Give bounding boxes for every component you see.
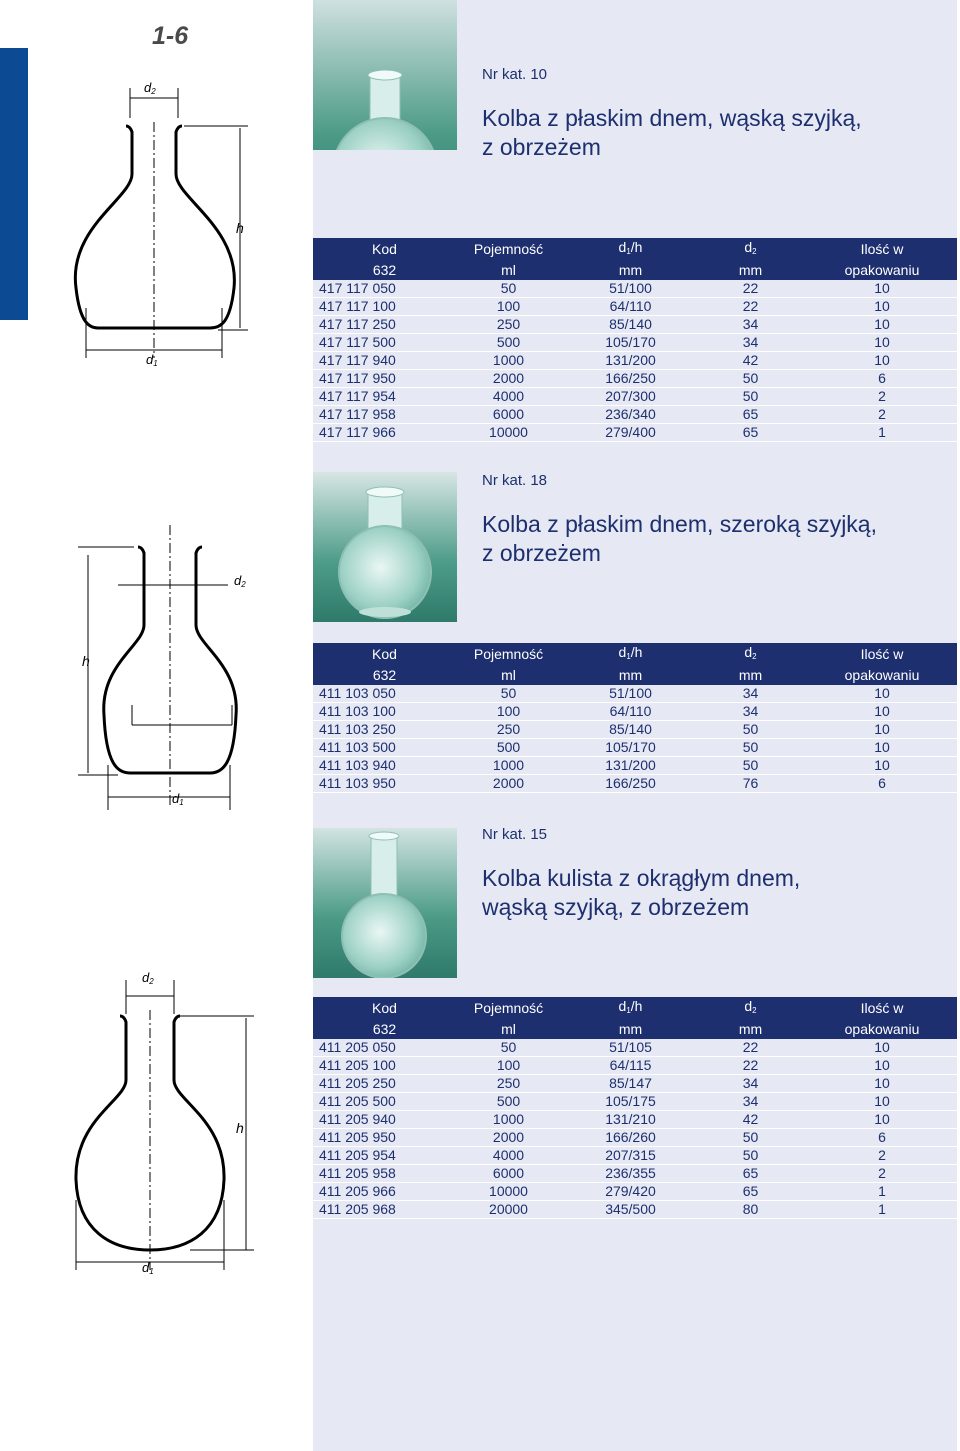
cell-d2: 50 (694, 739, 807, 757)
spec-table (313, 238, 957, 442)
hdr-text: d (744, 239, 753, 255)
cell-qty: 10 (807, 298, 957, 316)
cell-qty: 10 (807, 352, 957, 370)
label-d2 (234, 573, 246, 589)
cell-volume: 100 (450, 703, 567, 721)
table-row (313, 424, 957, 442)
cell-qty: 6 (807, 370, 957, 388)
product-title-line: z obrzeżem (482, 134, 601, 160)
table-row (313, 1039, 957, 1057)
product-title-line: Kolba z płaskim dnem, szeroką szyjką, (482, 511, 877, 537)
label-sub: 1 (153, 359, 158, 368)
cell-d2: 22 (694, 298, 807, 316)
table-row (313, 1165, 957, 1183)
col-volume-unit: ml (450, 666, 567, 685)
hdr-sub: 2 (752, 1006, 757, 1015)
table-header-row (313, 643, 957, 666)
table-row (313, 280, 957, 298)
cell-d1h: 51/105 (567, 1039, 694, 1057)
cell-volume: 500 (450, 739, 567, 757)
col-d2 (694, 997, 807, 1020)
cell-code: 411 103 500 (313, 739, 450, 757)
col-volume: Pojemność (450, 643, 567, 666)
cell-code: 417 117 500 (313, 334, 450, 352)
cell-d1h: 64/115 (567, 1057, 694, 1075)
table-row (313, 352, 957, 370)
cell-d1h: 345/500 (567, 1201, 694, 1219)
col-d1h (567, 238, 694, 261)
label-text: d (234, 573, 242, 588)
flask-photo-flat-narrow (313, 0, 457, 150)
cell-d2: 65 (694, 1183, 807, 1201)
product-title-line: Kolba z płaskim dnem, wąską szyjką, (482, 105, 862, 131)
table-row (313, 775, 957, 793)
cell-d2: 42 (694, 1111, 807, 1129)
table-row (313, 1075, 957, 1093)
cell-d1h: 131/200 (567, 757, 694, 775)
cell-d2: 34 (694, 685, 807, 703)
col-d2-unit: mm (694, 1020, 807, 1039)
table-header-row (313, 261, 957, 280)
cell-volume: 2000 (450, 775, 567, 793)
cell-d2: 65 (694, 406, 807, 424)
label-sub: 1 (149, 1267, 154, 1276)
cell-d1h: 166/260 (567, 1129, 694, 1147)
cell-volume: 10000 (450, 424, 567, 442)
cell-qty: 10 (807, 703, 957, 721)
cell-volume: 250 (450, 1075, 567, 1093)
col-code-sub: 632 (313, 1020, 450, 1039)
table-row (313, 757, 957, 775)
label-d1 (146, 352, 158, 368)
col-qty: Ilość w (807, 997, 957, 1020)
table-row (313, 1201, 957, 1219)
col-d1h (567, 643, 694, 666)
col-code-sub: 632 (313, 261, 450, 280)
cell-code: 411 103 940 (313, 757, 450, 775)
hdr-text: /h (630, 644, 643, 660)
col-d1h-unit: mm (567, 666, 694, 685)
col-d2 (694, 238, 807, 261)
table-row (313, 1093, 957, 1111)
col-d1h (567, 997, 694, 1020)
cell-qty: 10 (807, 1093, 957, 1111)
col-qty: Ilość w (807, 643, 957, 666)
label-h: h (82, 653, 90, 669)
cell-d2: 76 (694, 775, 807, 793)
col-volume-unit: ml (450, 1020, 567, 1039)
label-text: d (142, 970, 150, 985)
table-row (313, 739, 957, 757)
cell-code: 411 103 100 (313, 703, 450, 721)
table-row (313, 298, 957, 316)
cell-d1h: 51/100 (567, 280, 694, 298)
cell-qty: 10 (807, 721, 957, 739)
cell-d1h: 85/147 (567, 1075, 694, 1093)
cell-d2: 34 (694, 703, 807, 721)
hdr-sub: 2 (752, 247, 757, 256)
cell-volume: 2000 (450, 1129, 567, 1147)
cell-code: 417 117 050 (313, 280, 450, 298)
cell-code: 417 117 954 (313, 388, 450, 406)
cell-d2: 50 (694, 721, 807, 739)
table-row (313, 316, 957, 334)
table-row (313, 1147, 957, 1165)
col-volume-unit: ml (450, 261, 567, 280)
cell-d1h: 236/340 (567, 406, 694, 424)
cell-d1h: 279/420 (567, 1183, 694, 1201)
table-header-row (313, 997, 957, 1020)
flask-photo-flat-wide (313, 472, 457, 622)
hdr-text: d (618, 998, 627, 1014)
col-qty: Ilość w (807, 238, 957, 261)
cell-qty: 10 (807, 334, 957, 352)
label-d2 (142, 970, 154, 986)
cell-d1h: 166/250 (567, 370, 694, 388)
cell-d1h: 105/170 (567, 334, 694, 352)
col-d2 (694, 643, 807, 666)
cell-qty: 6 (807, 1129, 957, 1147)
cell-qty: 1 (807, 1183, 957, 1201)
cell-d2: 65 (694, 424, 807, 442)
cell-qty: 1 (807, 1201, 957, 1219)
cell-code: 411 205 100 (313, 1057, 450, 1075)
cell-d2: 34 (694, 1093, 807, 1111)
label-text: d (144, 80, 152, 95)
cell-code: 411 103 250 (313, 721, 450, 739)
cell-code: 417 117 100 (313, 298, 450, 316)
hdr-text: /h (630, 998, 643, 1014)
cell-qty: 10 (807, 280, 957, 298)
label-sub: 2 (241, 580, 246, 589)
cell-qty: 10 (807, 685, 957, 703)
cell-volume: 2000 (450, 370, 567, 388)
table-row (313, 370, 957, 388)
cell-d2: 65 (694, 1165, 807, 1183)
cell-code: 417 117 950 (313, 370, 450, 388)
cell-d2: 22 (694, 280, 807, 298)
col-d2-unit: mm (694, 261, 807, 280)
cell-qty: 2 (807, 388, 957, 406)
cell-volume: 1000 (450, 1111, 567, 1129)
label-sub: 1 (179, 798, 184, 807)
cell-volume: 50 (450, 685, 567, 703)
col-d2-unit: mm (694, 666, 807, 685)
cell-d2: 50 (694, 1129, 807, 1147)
spec-table (313, 997, 957, 1219)
technical-drawing-flat-narrow (68, 78, 268, 378)
table-header-row (313, 238, 957, 261)
catalog-number: Nr kat. 10 (482, 66, 548, 83)
product-title-line: Kolba kulista z okrągłym dnem, (482, 865, 801, 891)
cell-d1h: 131/210 (567, 1111, 694, 1129)
col-d1h-unit: mm (567, 1020, 694, 1039)
label-d1 (172, 791, 184, 807)
cell-d1h: 105/175 (567, 1093, 694, 1111)
table-row (313, 721, 957, 739)
cell-code: 411 205 968 (313, 1201, 450, 1219)
hdr-sub: 1 (626, 652, 631, 661)
product-title-line: wąską szyjką, z obrzeżem (482, 894, 750, 920)
col-qty-sub: opakowaniu (807, 261, 957, 280)
cell-volume: 100 (450, 298, 567, 316)
cell-d2: 34 (694, 1075, 807, 1093)
cell-d2: 80 (694, 1201, 807, 1219)
cell-volume: 250 (450, 316, 567, 334)
cell-d1h: 85/140 (567, 316, 694, 334)
table-header-row (313, 1020, 957, 1039)
col-code: Kod (313, 997, 450, 1020)
flask-photo-round (313, 828, 457, 978)
cell-code: 417 117 250 (313, 316, 450, 334)
cell-qty: 2 (807, 406, 957, 424)
cell-d2: 50 (694, 757, 807, 775)
table-row (313, 1111, 957, 1129)
table-header-row (313, 666, 957, 685)
cell-volume: 500 (450, 334, 567, 352)
cell-d1h: 51/100 (567, 685, 694, 703)
cell-qty: 10 (807, 739, 957, 757)
cell-qty: 10 (807, 316, 957, 334)
cell-code: 411 205 958 (313, 1165, 450, 1183)
label-text: d (146, 352, 154, 367)
side-tab (0, 48, 28, 320)
cell-volume: 4000 (450, 1147, 567, 1165)
cell-volume: 50 (450, 1039, 567, 1057)
cell-volume: 100 (450, 1057, 567, 1075)
label-h: h (236, 220, 244, 236)
hdr-text: /h (630, 239, 643, 255)
hdr-text: d (618, 644, 627, 660)
cell-volume: 4000 (450, 388, 567, 406)
page-number: 1-6 (152, 22, 189, 50)
cell-d1h: 279/400 (567, 424, 694, 442)
cell-code: 411 205 250 (313, 1075, 450, 1093)
cell-code: 411 205 050 (313, 1039, 450, 1057)
cell-code: 411 103 050 (313, 685, 450, 703)
label-h: h (236, 1120, 244, 1136)
label-d2 (144, 80, 156, 96)
cell-d2: 22 (694, 1039, 807, 1057)
col-qty-sub: opakowaniu (807, 666, 957, 685)
cell-volume: 50 (450, 280, 567, 298)
cell-volume: 6000 (450, 406, 567, 424)
cell-volume: 1000 (450, 757, 567, 775)
cell-volume: 6000 (450, 1165, 567, 1183)
cell-d2: 22 (694, 1057, 807, 1075)
table-row (313, 1183, 957, 1201)
cell-volume: 500 (450, 1093, 567, 1111)
cell-volume: 10000 (450, 1183, 567, 1201)
product-title-line: z obrzeżem (482, 540, 601, 566)
cell-code: 411 205 500 (313, 1093, 450, 1111)
cell-qty: 10 (807, 1111, 957, 1129)
table-row (313, 334, 957, 352)
cell-qty: 10 (807, 1039, 957, 1057)
cell-volume: 1000 (450, 352, 567, 370)
cell-qty: 10 (807, 1057, 957, 1075)
col-code: Kod (313, 238, 450, 261)
cell-code: 411 205 966 (313, 1183, 450, 1201)
cell-code: 411 103 950 (313, 775, 450, 793)
cell-qty: 1 (807, 424, 957, 442)
cell-qty: 2 (807, 1147, 957, 1165)
hdr-text: d (744, 998, 753, 1014)
label-text: d (172, 791, 180, 806)
cell-d1h: 64/110 (567, 703, 694, 721)
label-text: d (142, 1260, 150, 1275)
cell-code: 411 205 950 (313, 1129, 450, 1147)
cell-qty: 2 (807, 1165, 957, 1183)
col-volume: Pojemność (450, 997, 567, 1020)
col-qty-sub: opakowaniu (807, 1020, 957, 1039)
catalog-number: Nr kat. 15 (482, 826, 548, 843)
hdr-sub: 2 (752, 652, 757, 661)
cell-code: 411 205 940 (313, 1111, 450, 1129)
hdr-sub: 1 (626, 247, 631, 256)
cell-code: 417 117 958 (313, 406, 450, 424)
cell-d2: 50 (694, 370, 807, 388)
cell-d1h: 207/300 (567, 388, 694, 406)
cell-volume: 250 (450, 721, 567, 739)
catalog-number: Nr kat. 18 (482, 472, 548, 489)
col-d1h-unit: mm (567, 261, 694, 280)
product-title (482, 104, 862, 162)
cell-d1h: 105/170 (567, 739, 694, 757)
cell-d2: 34 (694, 334, 807, 352)
label-sub: 2 (151, 87, 156, 96)
hdr-sub: 1 (626, 1006, 631, 1015)
table-row (313, 703, 957, 721)
col-code: Kod (313, 643, 450, 666)
hdr-text: d (618, 239, 627, 255)
label-d1 (142, 1260, 154, 1276)
cell-d2: 34 (694, 316, 807, 334)
cell-qty: 6 (807, 775, 957, 793)
col-volume: Pojemność (450, 238, 567, 261)
table-row (313, 1129, 957, 1147)
table-row (313, 1057, 957, 1075)
col-code-sub: 632 (313, 666, 450, 685)
cell-d1h: 236/355 (567, 1165, 694, 1183)
cell-code: 417 117 966 (313, 424, 450, 442)
cell-volume: 20000 (450, 1201, 567, 1219)
cell-d1h: 166/250 (567, 775, 694, 793)
cell-d2: 50 (694, 1147, 807, 1165)
cell-d1h: 207/315 (567, 1147, 694, 1165)
label-sub: 2 (149, 977, 154, 986)
cell-qty: 10 (807, 1075, 957, 1093)
cell-d1h: 131/200 (567, 352, 694, 370)
cell-d1h: 64/110 (567, 298, 694, 316)
technical-drawing-round (70, 970, 270, 1280)
technical-drawing-flat-wide (78, 525, 278, 815)
product-title (482, 510, 877, 568)
cell-code: 411 205 954 (313, 1147, 450, 1165)
table-row (313, 406, 957, 424)
cell-d2: 50 (694, 388, 807, 406)
table-row (313, 685, 957, 703)
product-title (482, 864, 800, 922)
cell-qty: 10 (807, 757, 957, 775)
cell-code: 417 117 940 (313, 352, 450, 370)
table-row (313, 388, 957, 406)
spec-table (313, 643, 957, 793)
hdr-text: d (744, 644, 753, 660)
cell-d1h: 85/140 (567, 721, 694, 739)
cell-d2: 42 (694, 352, 807, 370)
